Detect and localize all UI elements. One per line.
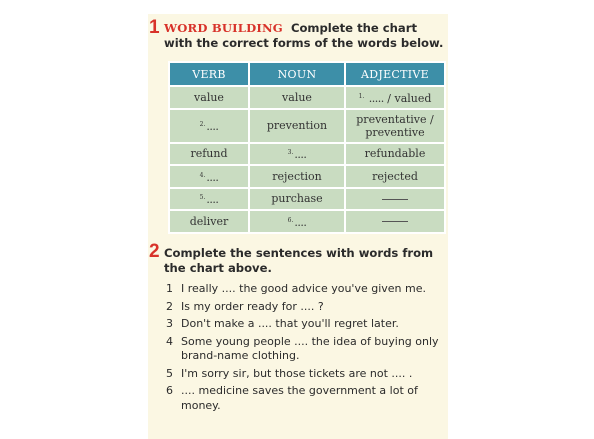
- list-item: [164, 384, 446, 413]
- table-row: [169, 188, 445, 211]
- cell-noun: [249, 143, 345, 166]
- sentence-number: 2: [166, 299, 173, 313]
- blank-dots: ....: [206, 170, 219, 184]
- cell-verb: value: [169, 86, 249, 109]
- exercise-1-instruction: Complete the chart with the correct forms of the words below.: [164, 21, 444, 50]
- chart-header-row: [169, 62, 445, 86]
- blank-number: 5.: [199, 194, 206, 202]
- sentence-text: Don't make a .... that you'll regret later.: [181, 317, 399, 330]
- list-item: [164, 367, 446, 382]
- cell-verb: deliver: [169, 210, 249, 233]
- sentence-text: I really .... the good advice you've given me.: [181, 282, 426, 295]
- header-verb: VERB: [169, 62, 249, 86]
- table-row: [169, 143, 445, 166]
- cell-adjective: preventative / preventive: [345, 109, 445, 143]
- blank-dots: ....: [206, 120, 219, 133]
- header-noun: NOUN: [249, 62, 345, 86]
- list-item: [164, 282, 446, 297]
- exercise-1-heading: [164, 21, 444, 51]
- cell-verb: [169, 109, 249, 143]
- cell-verb: refund: [169, 143, 249, 166]
- cell-adjective: [345, 188, 445, 211]
- cell-adjective: rejected: [345, 165, 445, 188]
- sentence-number: 3: [166, 317, 173, 330]
- sentence-list: [164, 282, 446, 416]
- cell-adjective: [345, 210, 445, 233]
- sentence-text: .... medicine saves the government a lot of money.: [181, 384, 418, 412]
- exercise-1-title: WORD BUILDING: [164, 21, 283, 35]
- cell-noun: [249, 210, 345, 233]
- sentence-text: Some young people .... the idea of buying only brand-name clothing.: [181, 334, 439, 362]
- cell-noun: value: [249, 86, 345, 109]
- blank-number: 1.: [358, 92, 365, 100]
- blank-dots: ....: [294, 215, 307, 229]
- sentence-number: 1: [166, 282, 173, 295]
- list-item: [164, 335, 446, 364]
- blank-number: 6.: [287, 216, 294, 224]
- cell-noun: purchase: [249, 188, 345, 211]
- sentence-number: 5: [166, 366, 173, 380]
- table-row: [169, 210, 445, 233]
- cell-text: / valued: [387, 91, 432, 105]
- table-row: [169, 86, 445, 109]
- word-building-chart: [168, 61, 446, 234]
- exercise-2-instruction: Complete the sentences with words from the chart above.: [164, 246, 434, 275]
- table-row: [169, 109, 445, 143]
- exercise-1-number: 1: [149, 17, 160, 38]
- blank-number: 4.: [199, 171, 206, 179]
- blank-number: 2.: [199, 121, 206, 128]
- blank-number: 3.: [287, 149, 294, 157]
- table-row: [169, 165, 445, 188]
- list-item: [164, 317, 446, 332]
- sentence-number: 4: [166, 334, 173, 348]
- cell-verb: [169, 188, 249, 211]
- list-item: [164, 300, 446, 315]
- cell-adjective: refundable: [345, 143, 445, 166]
- cell-adjective: [345, 86, 445, 109]
- empty-dash: [382, 199, 408, 200]
- exercise-2-number: 2: [149, 241, 160, 262]
- blank-dots: ....: [206, 193, 219, 207]
- blank-dots: ....: [294, 148, 307, 162]
- cell-noun: rejection: [249, 165, 345, 188]
- empty-dash: [382, 221, 408, 222]
- sentence-text: I'm sorry sir, but those tickets are not .... .: [181, 366, 413, 380]
- header-adjective: ADJECTIVE: [345, 62, 445, 86]
- cell-verb: [169, 165, 249, 188]
- blank-dots: .....: [368, 91, 384, 105]
- sentence-text: Is my order ready for .... ?: [181, 299, 324, 313]
- cell-noun: prevention: [249, 109, 345, 143]
- sentence-number: 6: [166, 384, 173, 397]
